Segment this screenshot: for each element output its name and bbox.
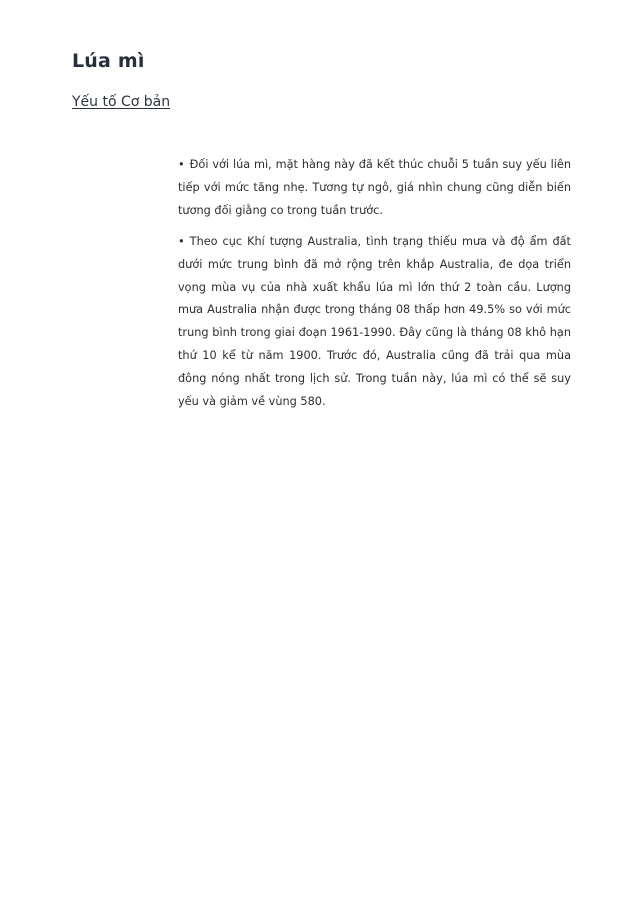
content-body — [178, 154, 571, 422]
paragraph-text: Theo cục Khí tượng Australia, tình trạng thiếu mưa và độ ẩm đất dưới mức trung bình đã mở rộng trên khắp Australia, đe dọa triển vọng mùa vụ của nhà xuất khẩu lúa mì lớn thứ 2 toàn cầu. Lượng mưa Australia nhận được trong tháng 08 thấp hơn 49.5% so với mức trung bình trong giai đoạn 1961-1990. Đây cũng là tháng 08 khô hạn thứ 10 kể từ năm 1900. Trước đó, Australia cũng đã trải qua mùa đông nóng nhất trong lịch sử. Trong tuần này, lúa mì có thể sẽ suy yếu và giảm về vùng 580. — [178, 234, 571, 409]
bullet-marker: • — [178, 234, 185, 248]
bullet-marker: • — [178, 158, 185, 171]
paragraph-wheat-summary — [178, 154, 571, 223]
section-link-fundamentals[interactable]: Yếu tố Cơ bản — [72, 94, 171, 110]
paragraph-australia-weather — [178, 231, 571, 414]
paragraph-text: Đối với lúa mì, mặt hàng này đã kết thúc chuỗi 5 tuần suy yếu liên tiếp với mức tăng nhẹ. Tương tự ngô, giá nhìn chung cũng diễn biến tương đối giằng co trong tuần trước. — [178, 158, 571, 217]
page-title: Lúa mì — [72, 50, 145, 72]
